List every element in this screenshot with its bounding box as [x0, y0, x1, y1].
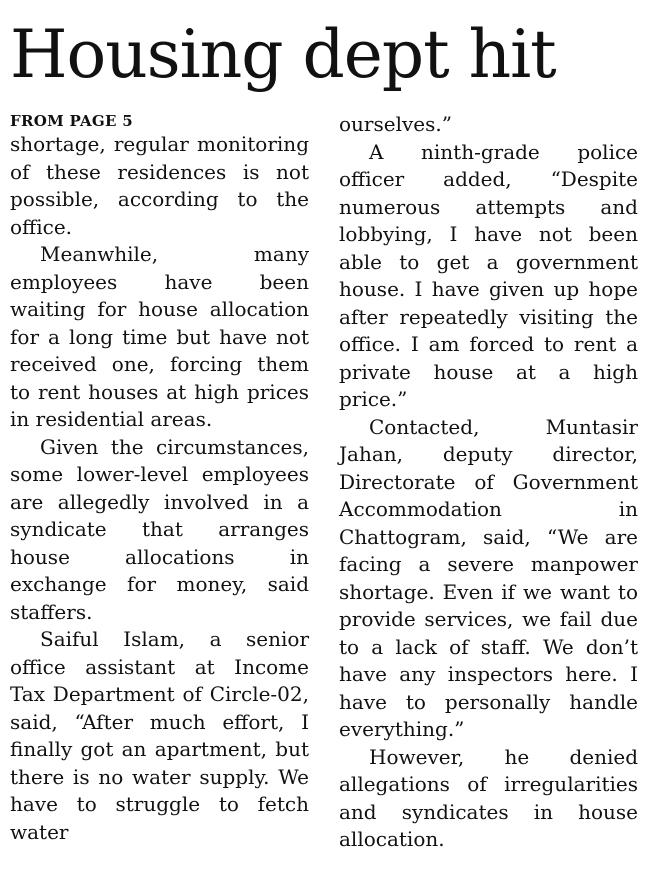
paragraph: ourselves.” — [339, 112, 452, 136]
paragraph: Meanwhile, many employees have been waiting for house allocation for a long time but have not received one, forcing them to rent houses at high prices in residential areas. — [10, 242, 309, 431]
paragraph: Given the circumstances, some lower-level employees are allegedly involved in a syndicate that arranges house allocations in exchange for money, said staffers. — [10, 434, 309, 624]
article-column-left — [10, 111, 309, 846]
paragraph: shortage, regular monitoring of these residences is not possible, according to the office. — [10, 132, 309, 239]
article-column-right — [339, 111, 638, 854]
paragraph: However, he denied allegations of irregularities and syndicates in house allocation. — [339, 744, 638, 851]
paragraph: Contacted, Muntasir Jahan, deputy director, Directorate of Government Accommodation in Chattogram, said, “We are facing a severe manpower shortage. Even if we want to provide services, we fail due to a lack of staff. We don’t have any inspectors here. I have to personally handle everything.” — [339, 414, 638, 741]
paragraph: A ninth-grade police officer added, “Despite numerous attempts and lobbying, I have not been able to get a government house. I have given up hope after repeatedly visiting the office. I am forced to rent a private house at a high price.” — [339, 139, 638, 411]
kicker: FROM PAGE 5 — [10, 112, 134, 130]
paragraph: Saiful Islam, a senior office assistant at Income Tax Department of Circle-02, said, “After much effort, I finally got an apartment, but there is no water supply. We have to struggle to fetch water — [10, 627, 309, 844]
headline: Housing dept hit — [10, 16, 556, 93]
